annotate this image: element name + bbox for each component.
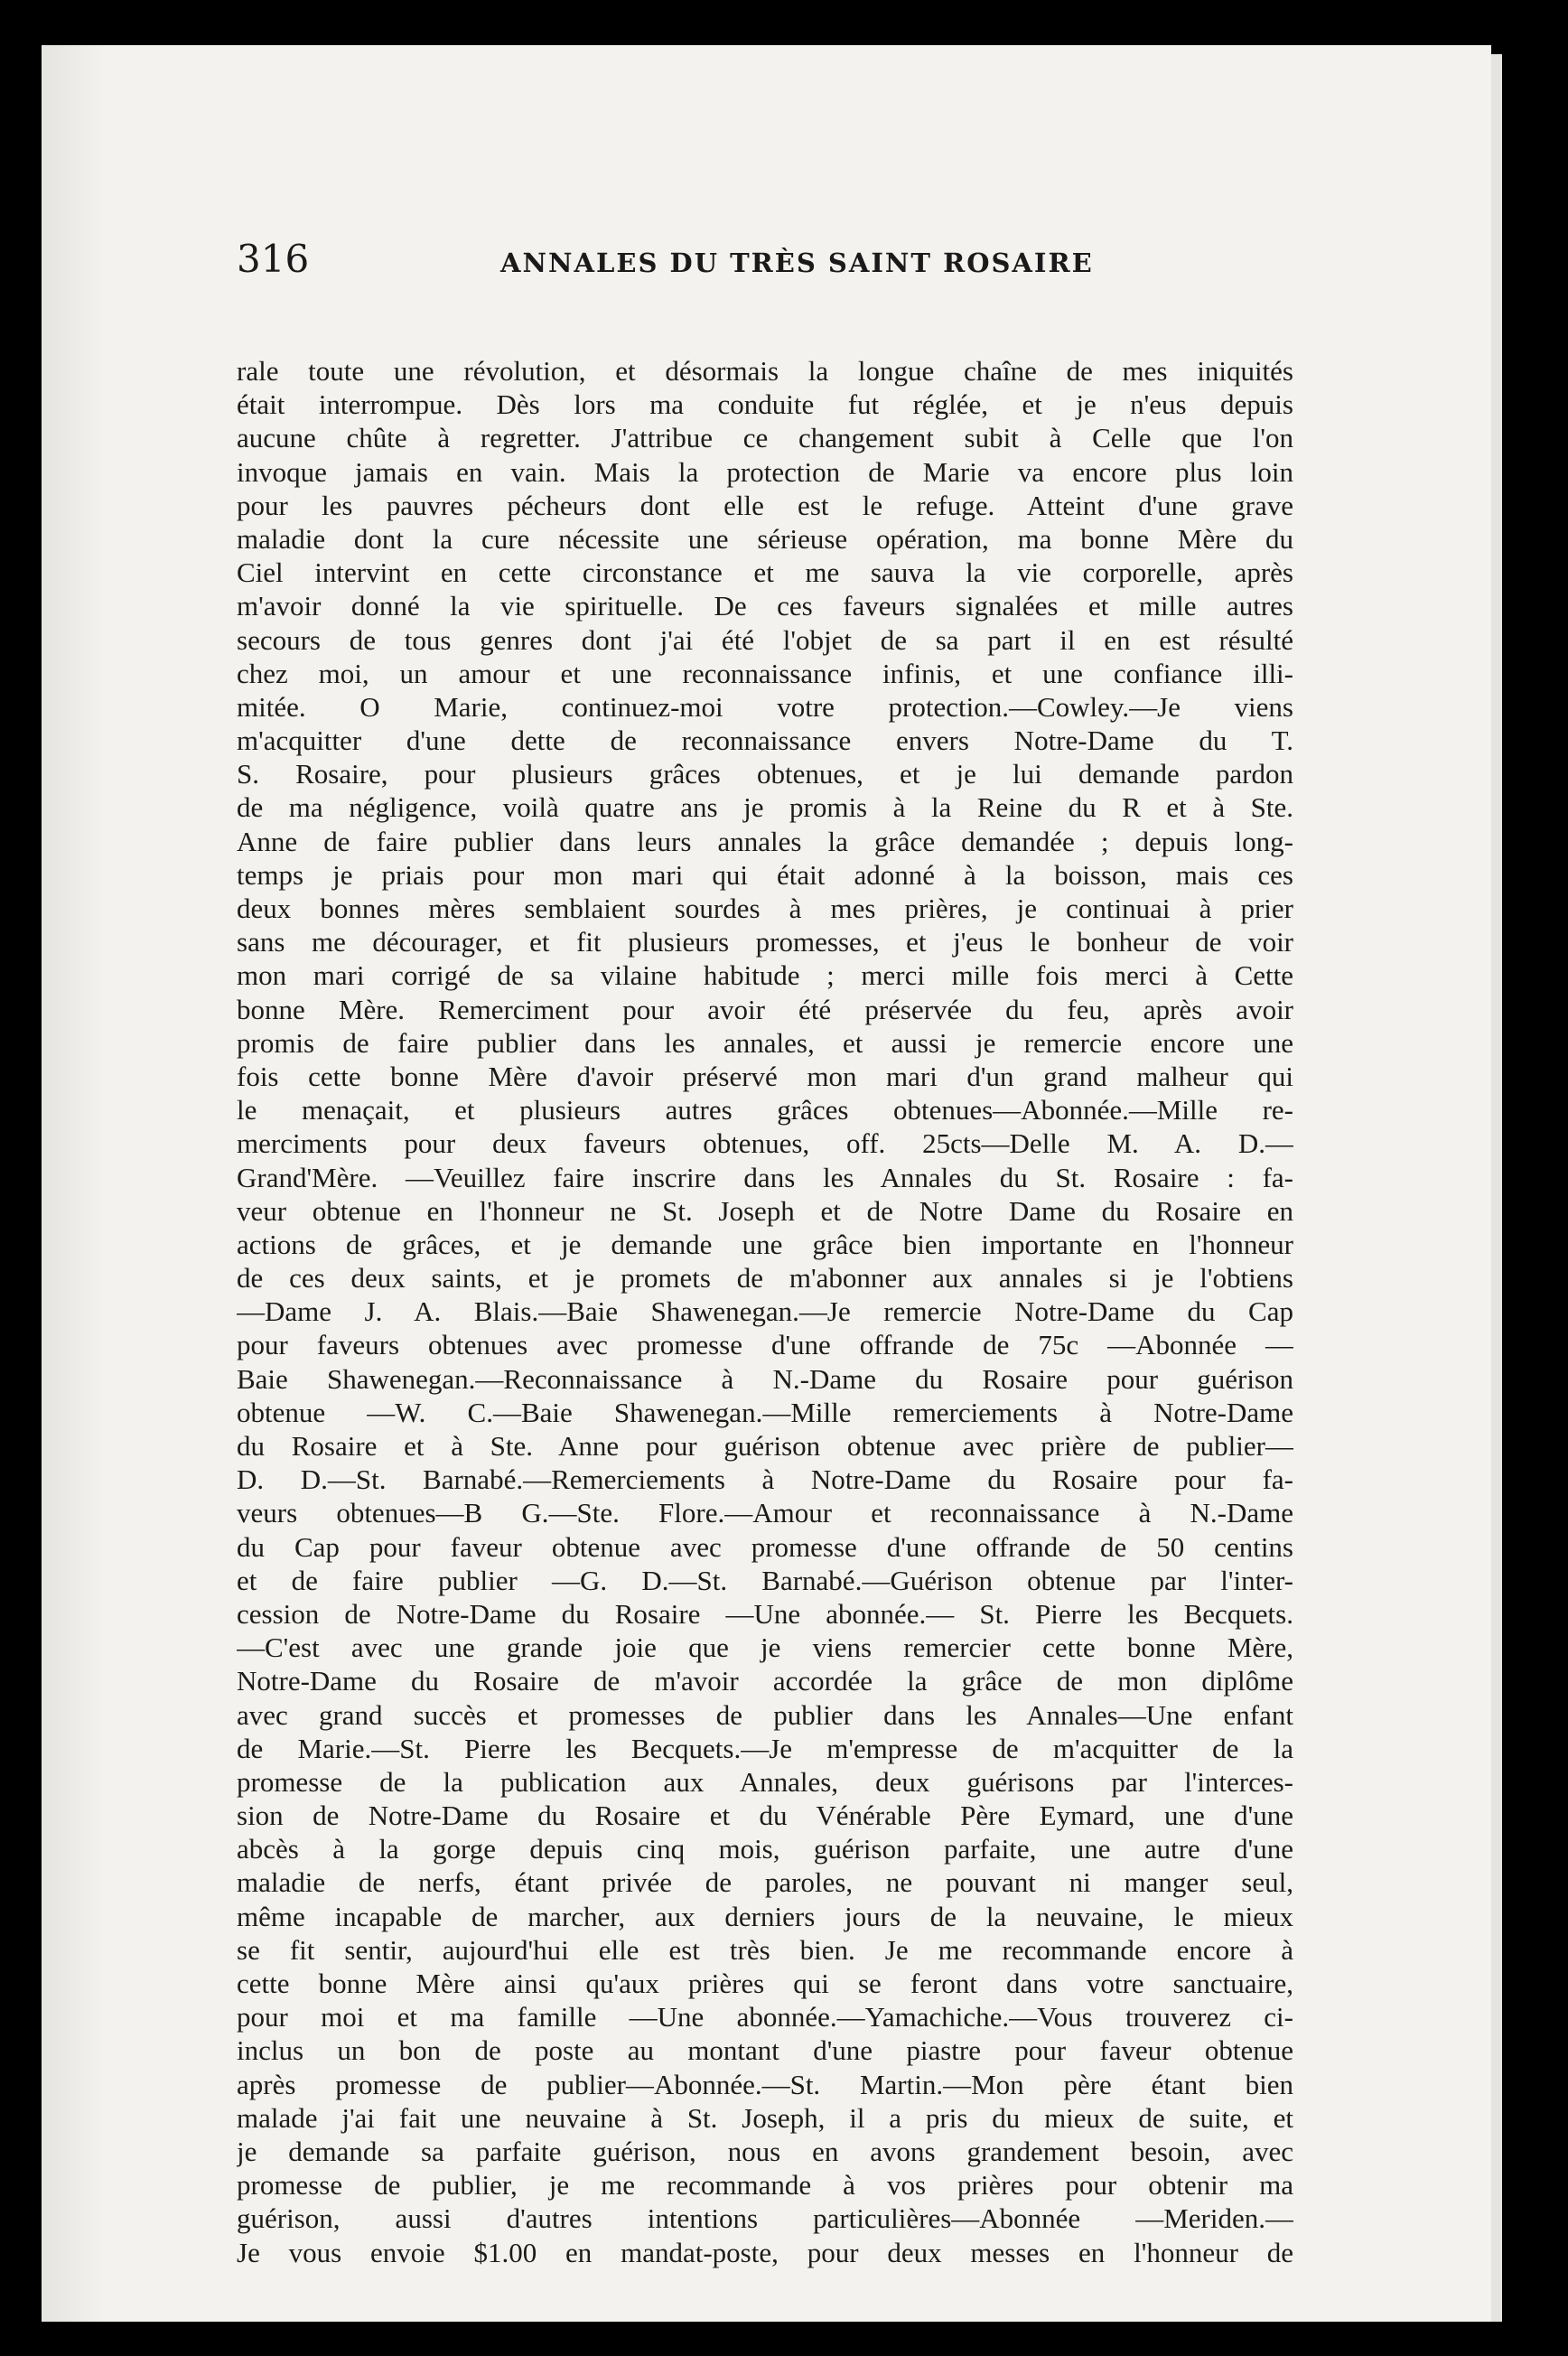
text-line: promesse de la publication aux Annales, deux guérisons par l'interces- <box>237 1765 1293 1798</box>
text-line: invoque jamais en vain. Mais la protection de Marie va encore plus loin <box>237 455 1293 488</box>
text-line: S. Rosaire, pour plusieurs grâces obtenues, et je lui demande pardon <box>237 758 1293 790</box>
text-line: sans me décourager, et fit plusieurs promesses, et j'eus le bonheur de voir <box>237 926 1293 958</box>
body-text <box>237 354 1293 2269</box>
text-line: mitée. O Marie, continuez-moi votre protection.—Cowley.—Je viens <box>237 690 1293 723</box>
page-gutter-shadow <box>42 45 105 2322</box>
text-line: actions de grâces, et je demande une grâce bien importante en l'honneur <box>237 1228 1293 1260</box>
text-line: promis de faire publier dans les annales, et aussi je remercie encore une <box>237 1026 1293 1059</box>
text-line: veurs obtenues—B G.—Ste. Flore.—Amour et reconnaissance à N.-Dame <box>237 1497 1293 1529</box>
text-line: obtenue —W. C.—Baie Shawenegan.—Mille remerciements à Notre-Dame <box>237 1396 1293 1428</box>
text-line: avec grand succès et promesses de publier dans les Annales—Une enfant <box>237 1698 1293 1731</box>
text-line: de ma négligence, voilà quatre ans je promis à la Reine du R et à Ste. <box>237 791 1293 824</box>
text-line: —Dame J. A. Blais.—Baie Shawenegan.—Je remercie Notre-Dame du Cap <box>237 1295 1293 1328</box>
text-line: deux bonnes mères semblaient sourdes à mes prières, je continuai à prier <box>237 893 1293 924</box>
text-line: cette bonne Mère ainsi qu'aux prières qui se feront dans votre sanctuaire, <box>237 1968 1293 1999</box>
text-line: abcès à la gorge depuis cinq mois, guérison parfaite, une autre d'une <box>237 1833 1293 1865</box>
text-line: maladie de nerfs, étant privée de paroles, ne pouvant ni manger seul, <box>237 1866 1293 1899</box>
text-line: de ces deux saints, et je promets de m'abonner aux annales si je l'obtiens <box>237 1262 1293 1295</box>
text-line: du Cap pour faveur obtenue avec promesse d'une offrande de 50 centins <box>237 1530 1293 1563</box>
text-line: je demande sa parfaite guérison, nous en avons grandement besoin, avec <box>237 2135 1293 2167</box>
text-line: guérison, aussi d'autres intentions particulières—Abonnée —Meriden.— <box>237 2202 1293 2235</box>
running-title: ANNALES DU TRÈS SAINT ROSAIRE <box>500 248 1094 278</box>
text-line: aucune chûte à regretter. J'attribue ce changement subit à Celle que l'on <box>237 422 1293 454</box>
text-line: et de faire publier —G. D.—St. Barnabé.—Guérison obtenue par l'inter- <box>237 1564 1293 1596</box>
text-line: sion de Notre-Dame du Rosaire et du Vénérable Père Eymard, une d'une <box>237 1800 1293 1832</box>
page-number: 316 <box>237 237 310 281</box>
text-line: Je vous envoie $1.00 en mandat-poste, pour deux messes en l'honneur de <box>237 2236 1293 2268</box>
text-line: D. D.—St. Barnabé.—Remerciements à Notre-Dame du Rosaire pour fa- <box>237 1463 1293 1496</box>
text-line: Baie Shawenegan.—Reconnaissance à N.-Dame du Rosaire pour guérison <box>237 1362 1293 1395</box>
text-line: Anne de faire publier dans leurs annales la grâce demandée ; depuis long- <box>237 825 1293 857</box>
text-line: de Marie.—St. Pierre les Becquets.—Je m'empresse de m'acquitter de la <box>237 1732 1293 1764</box>
text-line: le menaçait, et plusieurs autres grâces obtenues—Abonnée.—Mille re- <box>237 1094 1293 1127</box>
text-line: Grand'Mère. —Veuillez faire inscrire dans les Annales du St. Rosaire : fa- <box>237 1161 1293 1193</box>
text-line: pour moi et ma famille —Une abonnée.—Yamachiche.—Vous trouverez ci- <box>237 2001 1293 2033</box>
text-line: temps je priais pour mon mari qui était adonné à la boisson, mais ces <box>237 858 1293 891</box>
text-line: malade j'ai fait une neuvaine à St. Joseph, il a pris du mieux de suite, et <box>237 2101 1293 2134</box>
adjacent-page-edge <box>1491 54 1502 2322</box>
text-line: m'avoir donné la vie spirituelle. De ces faveurs signalées et mille autres <box>237 590 1293 622</box>
text-line: était interrompue. Dès lors ma conduite fut réglée, et je n'eus depuis <box>237 388 1293 421</box>
text-line: pour faveurs obtenues avec promesse d'une offrande de 75c —Abonnée — <box>237 1329 1293 1361</box>
text-line: fois cette bonne Mère d'avoir préservé mon mari d'un grand malheur qui <box>237 1060 1293 1092</box>
text-line: secours de tous genres dont j'ai été l'objet de sa part il en est résulté <box>237 623 1293 656</box>
text-line: maladie dont la cure nécessite une sérieuse opération, ma bonne Mère du <box>237 522 1293 555</box>
text-line: veur obtenue en l'honneur ne St. Joseph et de Notre Dame du Rosaire en <box>237 1194 1293 1227</box>
text-line: promesse de publier, je me recommande à vos prières pour obtenir ma <box>237 2169 1293 2202</box>
text-line: mon mari corrigé de sa vilaine habitude ; merci mille fois merci à Cette <box>237 959 1293 992</box>
text-line: bonne Mère. Remerciment pour avoir été préservée du feu, après avoir <box>237 993 1293 1025</box>
text-line: après promesse de publier—Abonnée.—St. Martin.—Mon père étant bien <box>237 2068 1293 2100</box>
text-line: inclus un bon de poste au montant d'une piastre pour faveur obtenue <box>237 2034 1293 2067</box>
text-line: cession de Notre-Dame du Rosaire —Une abonnée.— St. Pierre les Becquets. <box>237 1597 1293 1630</box>
text-line: du Rosaire et à Ste. Anne pour guérison obtenue avec prière de publier— <box>237 1430 1293 1462</box>
text-line: m'acquitter d'une dette de reconnaissance envers Notre-Dame du T. <box>237 725 1293 757</box>
text-line: même incapable de marcher, aux derniers jours de la neuvaine, le mieux <box>237 1900 1293 1932</box>
text-line: merciments pour deux faveurs obtenues, off. 25cts—Delle M. A. D.— <box>237 1127 1293 1160</box>
text-line: rale toute une révolution, et désormais la longue chaîne de mes iniquités <box>237 355 1293 387</box>
text-line: Ciel intervint en cette circonstance et me sauva la vie corporelle, après <box>237 556 1293 589</box>
text-line: Notre-Dame du Rosaire de m'avoir accordée la grâce de mon diplôme <box>237 1665 1293 1697</box>
text-line: se fit sentir, aujourd'hui elle est très bien. Je me recommande encore à <box>237 1933 1293 1966</box>
text-line: pour les pauvres pécheurs dont elle est le refuge. Atteint d'une grave <box>237 489 1293 521</box>
text-line: chez moi, un amour et une reconnaissance infinis, et une confiance illi- <box>237 657 1293 689</box>
text-line: —C'est avec une grande joie que je viens remercier cette bonne Mère, <box>237 1631 1293 1664</box>
running-header <box>237 237 1302 300</box>
